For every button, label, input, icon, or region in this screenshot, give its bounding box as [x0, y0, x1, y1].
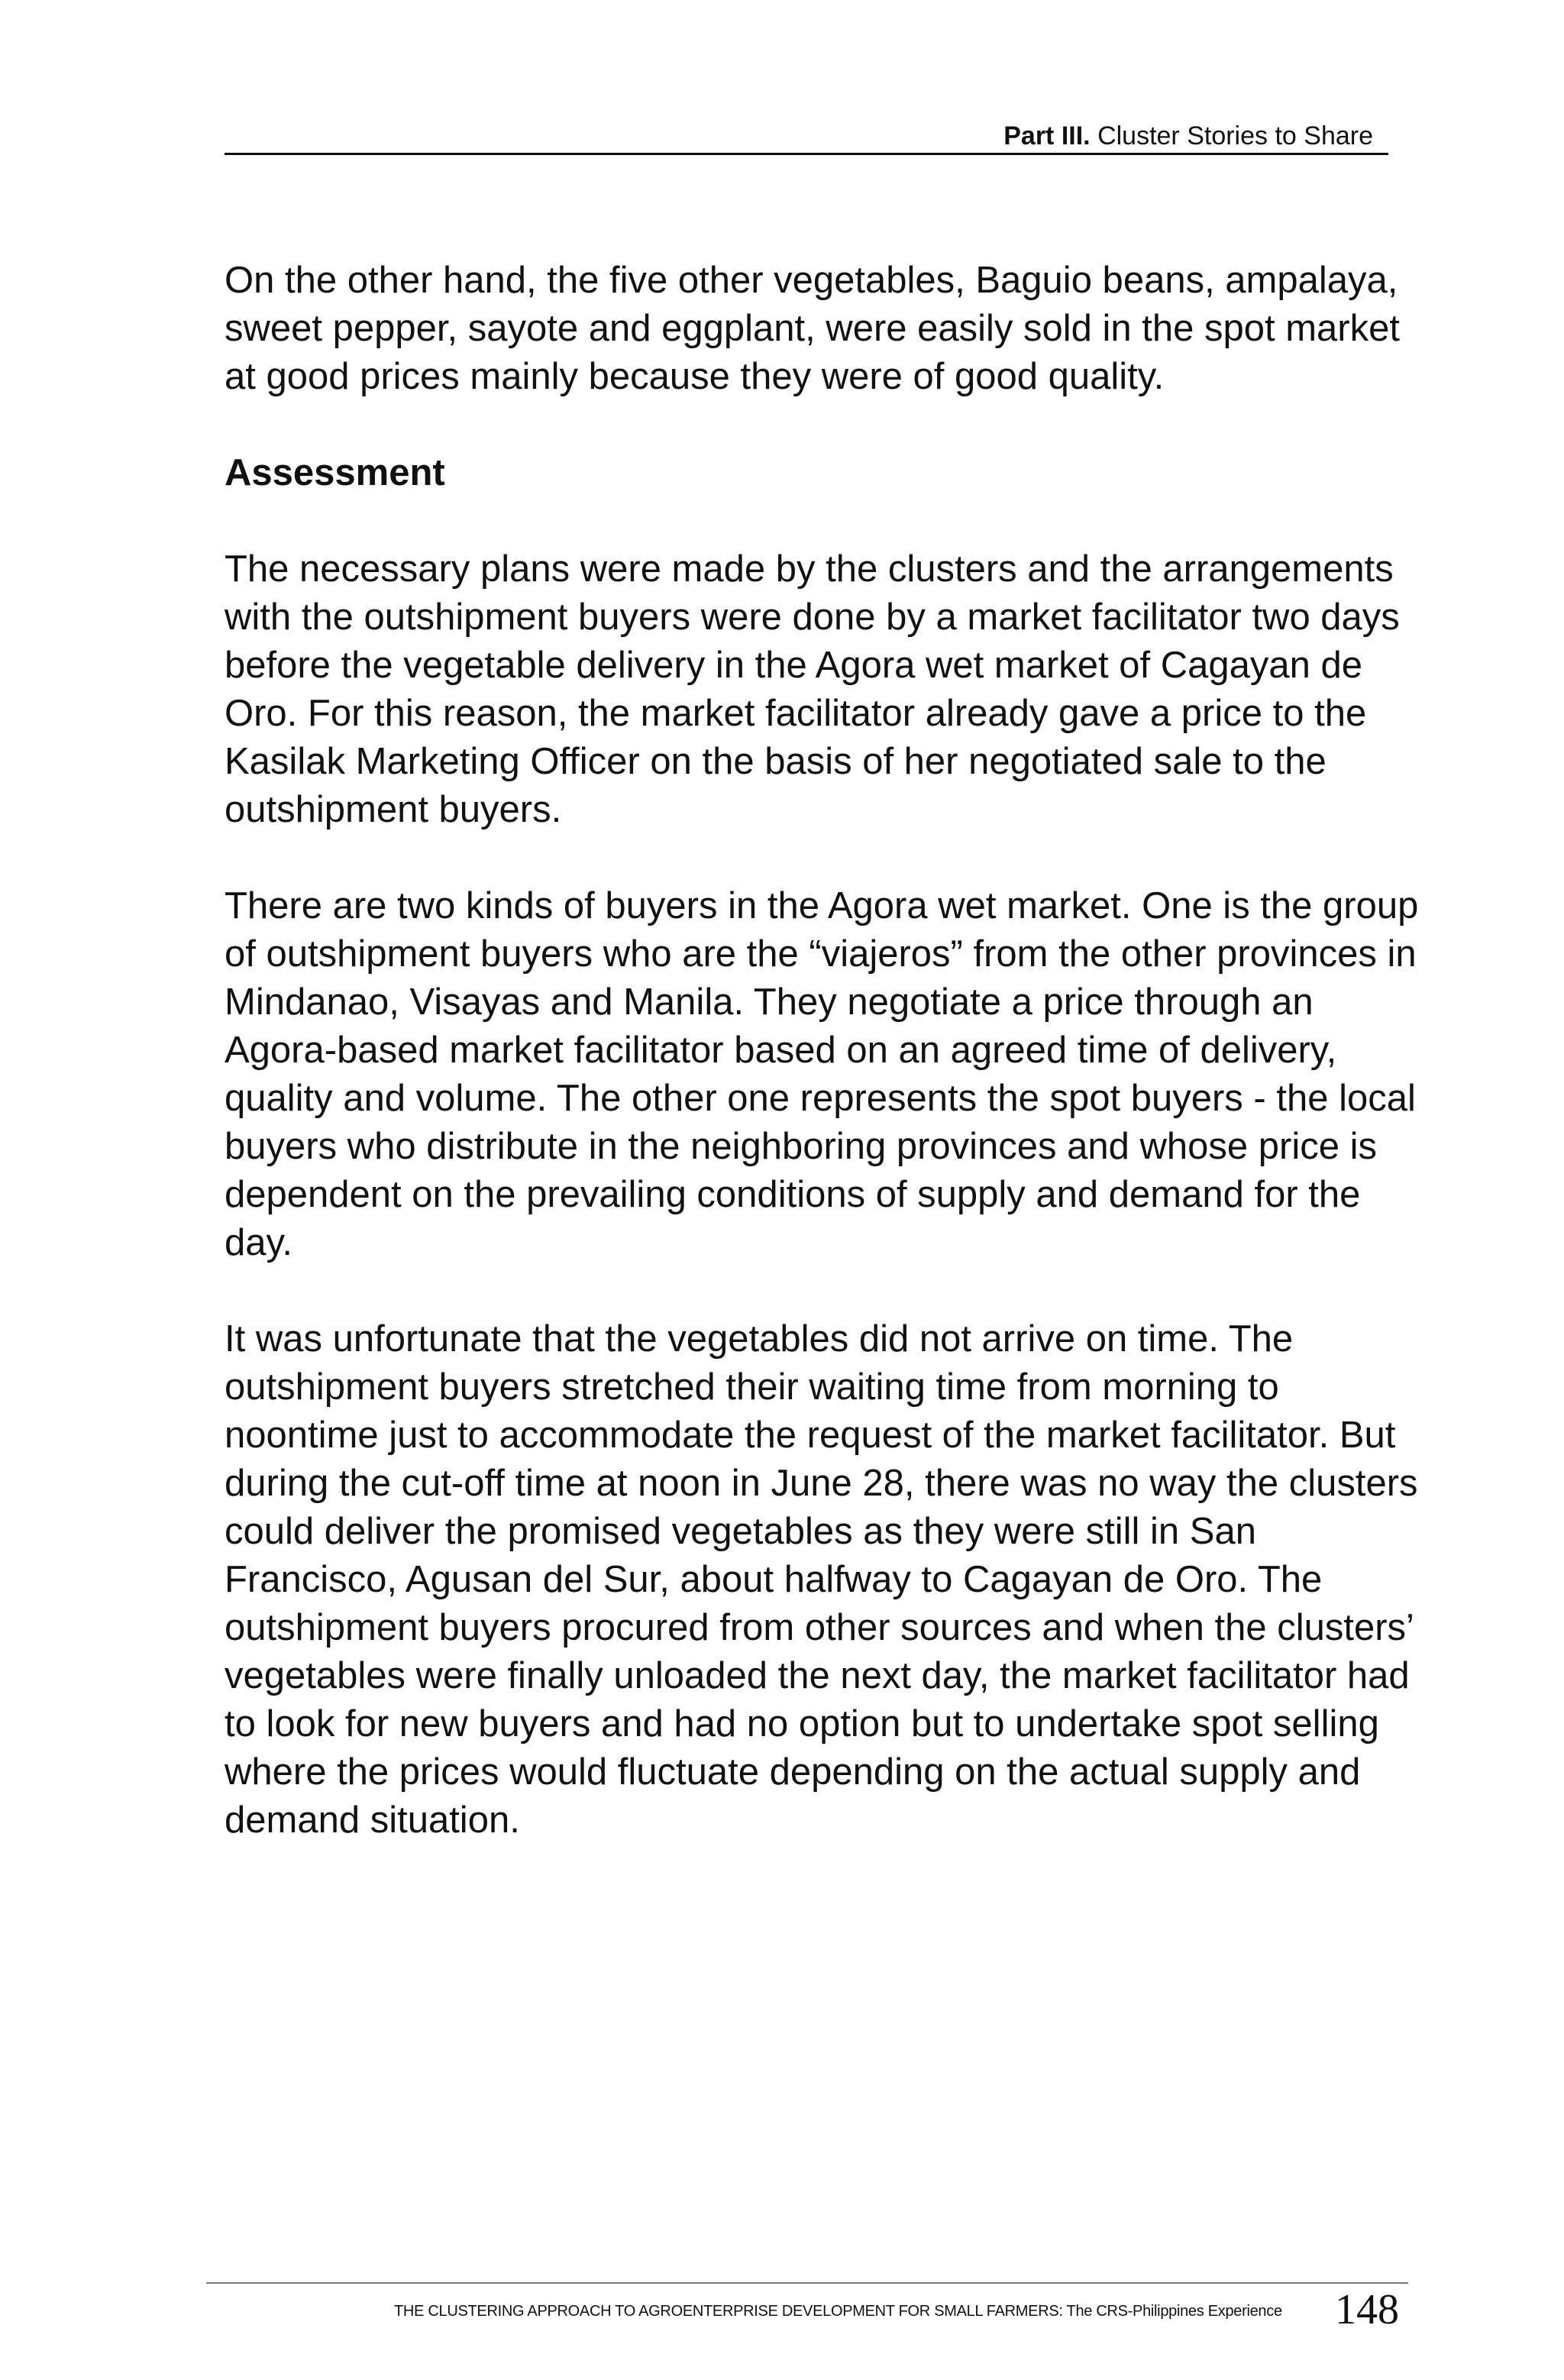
- body-content: [225, 257, 1431, 1893]
- paragraph-vegetables-sold: On the other hand, the five other vegetables, Baguio beans, ampalaya, sweet pepper, sayote and eggplant, were easily sold in the spot market at good prices mainly because they were of good quality.: [225, 260, 1400, 397]
- paragraph-buyer-types: There are two kinds of buyers in the Agora wet market. One is the group of outshipment buyers who are the “viajeros” from the other provinces in Mindanao, Visayas and Manila. They negotiate a price through an Agora-based market facilitator based on an agreed time of delivery, quality and volume. The other one represents the spot buyers - the local buyers who distribute in the neighboring provinces and whose price is dependent on the prevailing conditions of supply and demand for the day.: [225, 885, 1419, 1263]
- header-part-label: Part III.: [1003, 121, 1091, 150]
- paragraph-late-delivery: It was unfortunate that the vegetables did not arrive on time. The outshipment buyers stretched their waiting time from morning to noontime just to accommodate the request of the market facilitator. But during the cut-off time at noon in June 28, there was no way the clusters could deliver the promised vegetables as they were still in San Francisco, Agusan del Sur, about halfway to Cagayan de Oro. The outshipment buyers procured from other sources and when the clusters’ vegetables were finally unloaded the next day, the market facilitator had to look for new buyers and had no option but to undertake spot selling where the prices would fluctuate depending on the actual supply and demand situation.: [225, 1318, 1418, 1841]
- footer-book-title: THE CLUSTERING APPROACH TO AGROENTERPRISE DEVELOPMENT FOR SMALL FARMERS: The CRS-Philippines Experience: [394, 2303, 1282, 2320]
- paragraph-plans: The necessary plans were made by the clusters and the arrangements with the outshipment buyers were done by a market facilitator two days before the vegetable delivery in the Agora wet market of Cagayan de Oro. For this reason, the market facilitator already gave a price to the Kasilak Marketing Officer on the basis of her negotiated sale to the outshipment buyers.: [225, 548, 1400, 830]
- running-header: [225, 119, 1388, 155]
- page-number: 148: [1335, 2286, 1399, 2333]
- section-heading: Assessment: [225, 452, 445, 493]
- header-section-title: Cluster Stories to Share: [1097, 121, 1373, 150]
- page-footer: [206, 2282, 1408, 2345]
